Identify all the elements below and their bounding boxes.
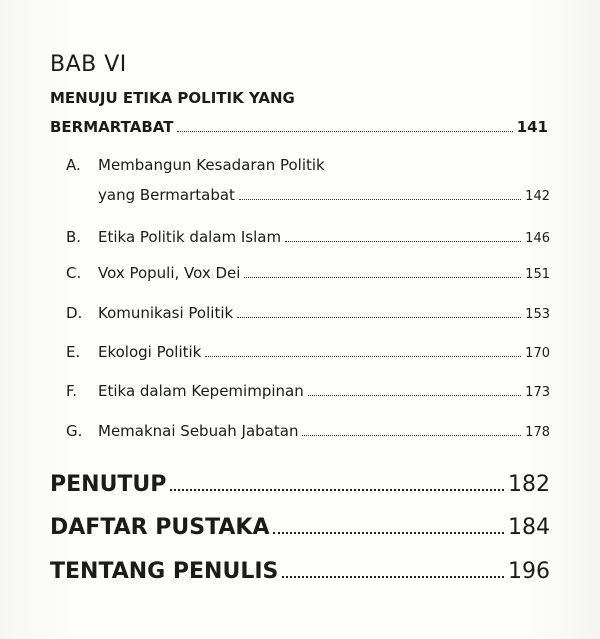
section-title: Memaknai Sebuah Jabatan <box>98 422 299 440</box>
chapter-label: BAB VI <box>50 52 127 77</box>
dot-leader <box>285 241 521 242</box>
toc-entry-daftar-pustaka[interactable] <box>50 515 550 540</box>
section-letter: B. <box>66 228 82 246</box>
page-number: 153 <box>525 307 550 322</box>
section-letter: G. <box>66 422 83 440</box>
chapter-title-line1: MENUJU ETIKA POLITIK YANG <box>50 89 295 107</box>
section-letter: F. <box>66 382 77 400</box>
dot-leader <box>205 356 521 357</box>
section-letter: E. <box>66 343 81 361</box>
toc-entry-section-a[interactable] <box>98 186 550 204</box>
section-letter: D. <box>66 304 83 322</box>
back-matter-title: TENTANG PENULIS <box>50 559 279 584</box>
toc-entry-section-g[interactable] <box>98 422 550 440</box>
page-number: 142 <box>525 189 550 204</box>
page-number: 151 <box>525 267 550 282</box>
dot-leader <box>177 131 512 132</box>
dot-leader <box>239 199 521 200</box>
back-matter-title: DAFTAR PUSTAKA <box>50 515 270 540</box>
toc-entry-section-c[interactable] <box>98 264 550 282</box>
section-title: Komunikasi Politik <box>98 304 234 322</box>
section-letter: C. <box>66 264 82 282</box>
toc-entry-section-f[interactable] <box>98 382 550 400</box>
toc-entry-section-e[interactable] <box>98 343 550 361</box>
toc-entry-tentang-penulis[interactable] <box>50 559 550 584</box>
page-number: 173 <box>525 385 550 400</box>
section-letter: A. <box>66 156 81 174</box>
dot-leader <box>282 576 504 578</box>
dot-leader <box>170 489 504 491</box>
section-title-line1: Membangun Kesadaran Politik <box>98 156 325 174</box>
section-title: Etika Politik dalam Islam <box>98 228 282 246</box>
toc-entry-section-d[interactable] <box>98 304 550 322</box>
section-title: Vox Populi, Vox Dei <box>98 264 241 282</box>
back-matter-title: PENUTUP <box>50 472 167 497</box>
page-number: 170 <box>525 346 550 361</box>
dot-leader <box>273 532 504 534</box>
chapter-title-line2: BERMARTABAT <box>50 118 174 136</box>
dot-leader <box>244 277 521 278</box>
page-number: 146 <box>525 231 550 246</box>
page-number: 184 <box>508 515 550 540</box>
toc-entry-chapter[interactable] <box>50 118 548 136</box>
page-number: 141 <box>516 118 548 136</box>
toc-entry-section-b[interactable] <box>98 228 550 246</box>
page-number: 182 <box>508 472 550 497</box>
dot-leader <box>302 435 521 436</box>
section-title: Etika dalam Kepemimpinan <box>98 382 304 400</box>
page-number: 196 <box>508 559 550 584</box>
page-number: 178 <box>525 425 550 440</box>
section-title: yang Bermartabat <box>98 186 235 204</box>
dot-leader <box>308 395 521 396</box>
toc-entry-penutup[interactable] <box>50 472 550 497</box>
section-title: Ekologi Politik <box>98 343 202 361</box>
dot-leader <box>237 317 521 318</box>
